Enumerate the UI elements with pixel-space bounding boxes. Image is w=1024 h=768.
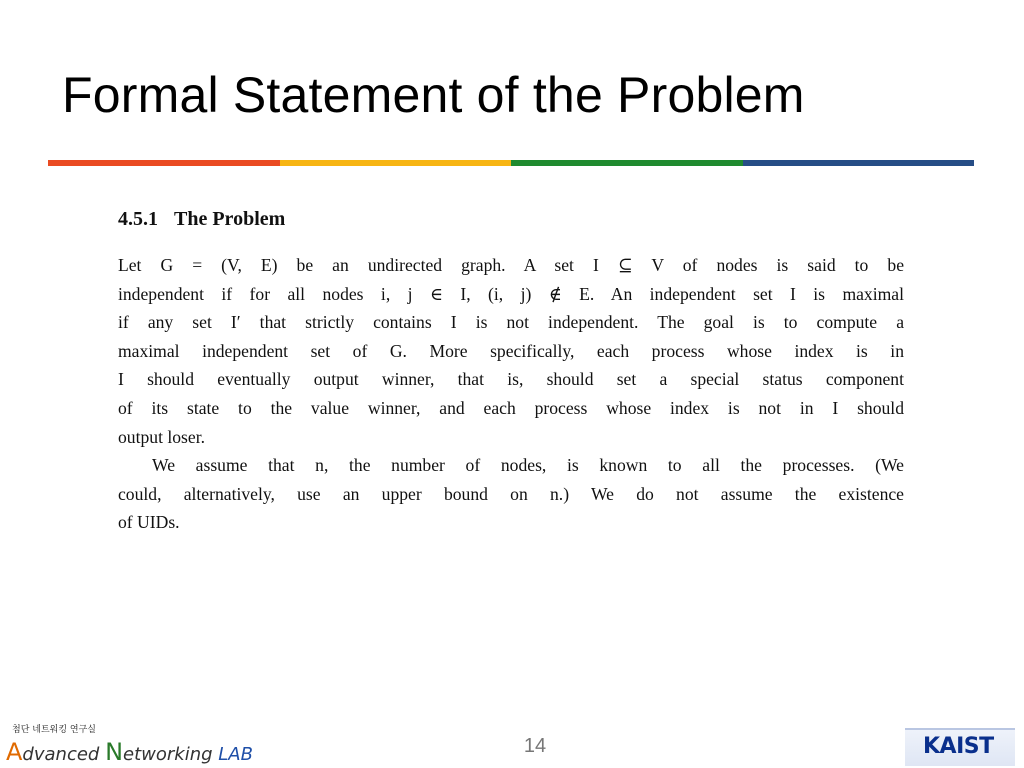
paragraph-1 <box>118 251 904 451</box>
slide-title: Formal Statement of the Problem <box>62 67 805 123</box>
lab-logo-word-lab: LAB <box>218 744 253 765</box>
lab-logo-word-networking: etworking <box>123 744 219 765</box>
divider-segment-yellow <box>280 160 512 166</box>
kaist-logo <box>905 728 1015 766</box>
text-line: Let G = (V, E) be an undirected graph. A set I ⊆ V of nodes is said to be <box>118 255 904 275</box>
textbook-excerpt <box>118 208 904 537</box>
title-divider <box>48 160 974 166</box>
paragraph-2 <box>118 451 904 537</box>
text-line: of UIDs. <box>118 512 180 533</box>
lab-logo-text <box>6 738 253 766</box>
section-heading <box>118 208 904 231</box>
lab-logo-initial-n: N <box>105 738 124 766</box>
lab-logo-word-advanced: dvanced <box>22 744 106 765</box>
text-line: if any set I′ that strictly contains I is not independent. The goal is to compute a <box>118 312 904 333</box>
lab-logo-initial-a: A <box>6 738 23 766</box>
divider-segment-orange <box>48 160 280 166</box>
text-line: independent if for all nodes i, j ∈ I, (i, j) ∉ E. An independent set I is maximal <box>118 283 904 304</box>
section-number: 4.5.1 <box>118 208 158 230</box>
divider-segment-green <box>511 160 743 166</box>
lab-logo-korean: 첨단 네트워킹 연구실 <box>12 725 96 735</box>
lab-logo <box>6 722 253 766</box>
text-line: of its state to the value winner, and each process whose index is not in I should <box>118 397 904 418</box>
text-line: We assume that n, the number of nodes, is known to all the processes. (We <box>152 455 904 476</box>
text-line: output loser. <box>118 426 205 447</box>
divider-segment-blue <box>743 160 975 166</box>
text-line: I should eventually output winner, that is, should set a special status component <box>118 369 904 390</box>
text-line: maximal independent set of G. More specifically, each process whose index is in <box>118 340 904 361</box>
section-title: The Problem <box>174 208 286 230</box>
kaist-logo-text: KAIST <box>923 734 994 759</box>
text-line: could, alternatively, use an upper bound on n.) We do not assume the existence <box>118 483 904 504</box>
page-number: 14 <box>523 735 547 757</box>
